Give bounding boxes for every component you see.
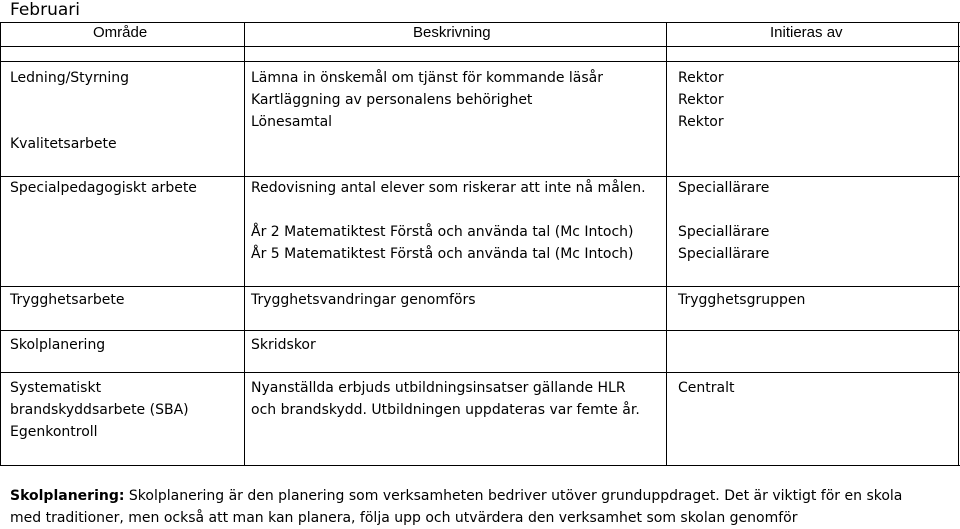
- management-initiated-cell: [678, 67, 724, 133]
- table-row-divider: [0, 372, 960, 373]
- management-description-cell: [251, 67, 603, 133]
- cell-line: Rektor: [678, 70, 724, 86]
- footnote: [10, 485, 960, 529]
- table-spacer-divider: [0, 61, 960, 62]
- cell-line: Skridskor: [251, 337, 316, 353]
- management-area-cell: [10, 67, 129, 155]
- table-border-left: [0, 22, 1, 466]
- cell-line: Trygghetsarbete: [10, 292, 125, 308]
- cell-line: Centralt: [678, 380, 735, 396]
- table-border-bottom: [0, 465, 960, 466]
- school-planning-area-cell: [10, 334, 105, 356]
- cell-line: Trygghetsgruppen: [678, 292, 806, 308]
- cell-line: brandskyddsarbete (SBA): [10, 402, 189, 418]
- cell-line: Trygghetsvandringar genomförs: [251, 292, 476, 308]
- cell-line: Lönesamtal: [251, 114, 333, 130]
- cell-line: och brandskydd. Utbildningen uppdateras var femte år.: [251, 402, 640, 418]
- footnote-line: med traditioner, men också att man kan planera, följa upp och utvärdera den verksamhet som skolan genomför: [10, 510, 798, 526]
- header-initiated-by: Initieras av: [770, 24, 843, 41]
- safety-description-cell: [251, 289, 476, 311]
- table-column-divider: [666, 22, 667, 466]
- cell-line: Lämna in önskemål om tjänst för kommande läsår: [251, 70, 604, 86]
- special-education-initiated-cell: [678, 177, 769, 265]
- cell-line: [10, 111, 129, 133]
- table-header-divider: [0, 46, 960, 47]
- table-column-divider: [244, 22, 245, 466]
- cell-line: År 2 Matematiktest Förstå och använda tal (Mc Intoch): [251, 224, 634, 240]
- cell-line: Systematiskt: [10, 380, 102, 396]
- cell-line: Speciallärare: [678, 246, 770, 262]
- cell-line: Speciallärare: [678, 180, 770, 196]
- fire-safety-description-cell: [251, 377, 640, 421]
- cell-line: Specialpedagogiskt arbete: [10, 180, 197, 196]
- header-description: Beskrivning: [413, 24, 491, 41]
- cell-line: Rektor: [678, 92, 724, 108]
- cell-line: [10, 89, 129, 111]
- cell-line: Rektor: [678, 114, 724, 130]
- footnote-line: [10, 485, 960, 507]
- header-area: Område: [93, 24, 148, 41]
- cell-line: Egenkontroll: [10, 424, 98, 440]
- cell-line: [678, 199, 769, 221]
- table-border-right: [958, 22, 959, 466]
- fire-safety-initiated-cell: [678, 377, 734, 399]
- cell-line: Redovisning antal elever som riskerar att inte nå målen.: [251, 180, 646, 196]
- table-row-divider: [0, 330, 960, 331]
- cell-line: År 5 Matematiktest Förstå och använda tal (Mc Intoch): [251, 246, 634, 262]
- special-education-description-cell: [251, 177, 646, 265]
- cell-line: Kvalitetsarbete: [10, 136, 117, 152]
- cell-line: [251, 199, 646, 221]
- page-title: Februari: [10, 0, 80, 20]
- safety-initiated-cell: [678, 289, 805, 311]
- special-education-area-cell: [10, 177, 197, 199]
- cell-line: Speciallärare: [678, 224, 770, 240]
- fire-safety-area-cell: [10, 377, 189, 443]
- footnote-text: Skolplanering är den planering som verksamheten bedriver utöver grunduppdraget. Det är viktigt för en skola: [124, 488, 903, 504]
- safety-area-cell: [10, 289, 125, 311]
- table-row-divider: [0, 286, 960, 287]
- cell-line: Kartläggning av personalens behörighet: [251, 92, 533, 108]
- footnote-term: Skolplanering:: [10, 488, 125, 504]
- cell-line: Ledning/Styrning: [10, 70, 129, 86]
- cell-line: Nyanställda erbjuds utbildningsinsatser gällande HLR: [251, 380, 626, 396]
- cell-line: Skolplanering: [10, 337, 106, 353]
- school-planning-description-cell: [251, 334, 316, 356]
